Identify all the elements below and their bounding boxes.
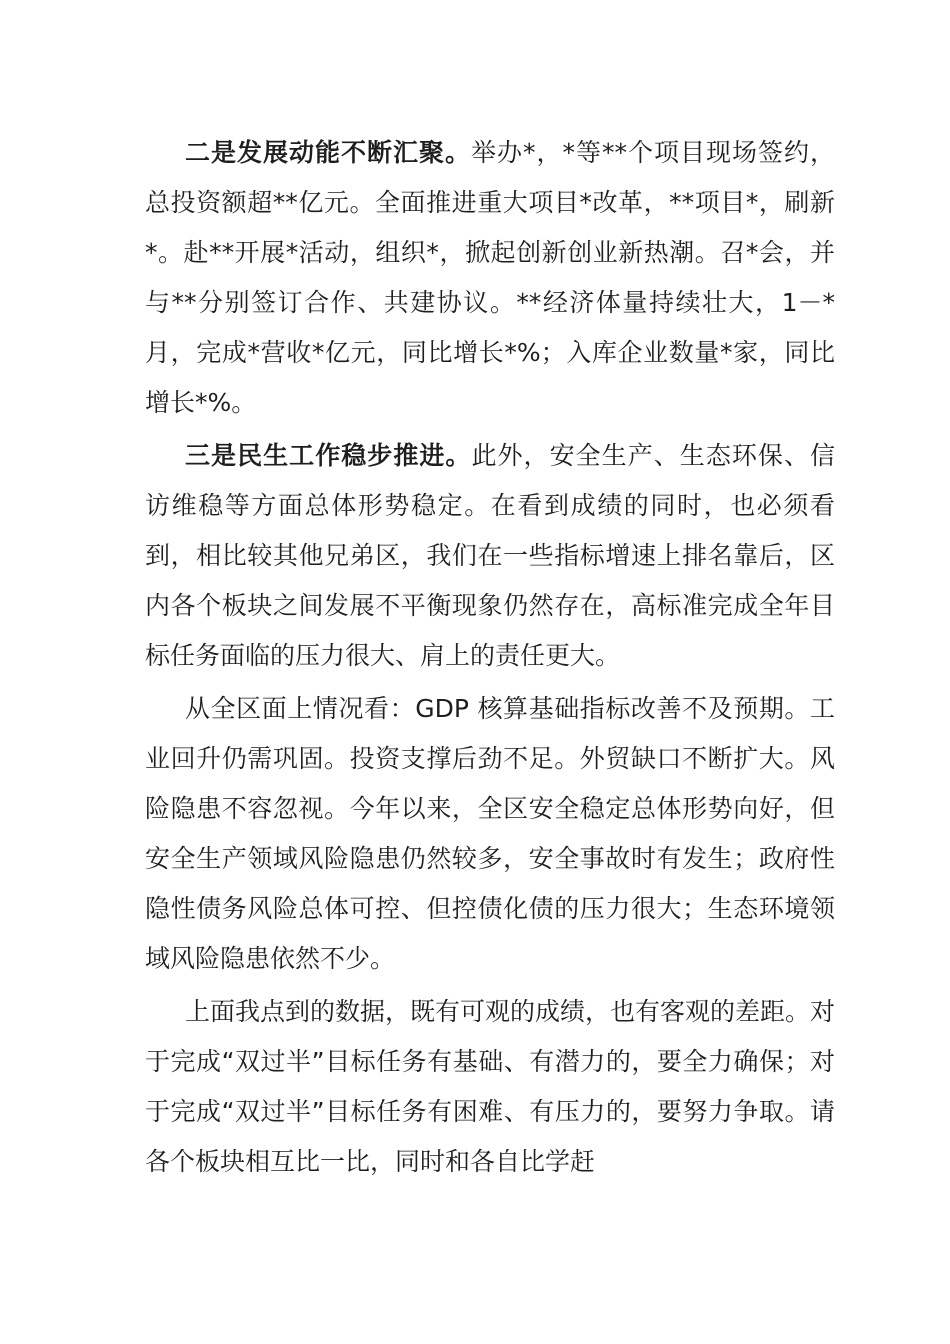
paragraph-body-text: 从全区面上情况看：GDP 核算基础指标改善不及预期。工业回升仍需巩固。投资支撑后劲不足。外贸缺口不断扩大。风险隐患不容忽视。今年以来，全区安全稳定总体形势向好，但安全生产领域风险隐患仍然较多，安全事故时有发生；政府性隐性债务风险总体可控、但控债化债的压力很大；生态环境领域风险隐患依然不少。: [145, 694, 835, 973]
paragraph-livelihood-work: [145, 431, 835, 681]
paragraph-development-momentum: [145, 128, 835, 428]
paragraph-lead-heading: 三是民生工作稳步推进。: [185, 441, 472, 470]
document-page: [145, 128, 835, 1190]
paragraph-body-text: 此外，安全生产、生态环保、信访维稳等方面总体形势稳定。在看到成绩的同时，也必须看到，相比较其他兄弟区，我们在一些指标增速上排名靠后，区内各个板块之间发展不平衡现象仍然存在，高标准完成全年目标任务面临的压力很大、肩上的责任更大。: [145, 441, 835, 670]
paragraph-district-overview: [145, 684, 835, 984]
paragraph-body-text: 举办*，*等**个项目现场签约，总投资额超**亿元。全面推进重大项目*改革，**项目*，刷新*。赴**开展*活动，组织*，掀起创新创业新热潮。召*会，并与**分别签订合作、共建协议。**经济体量持续壮大，1－*月，完成*营收*亿元，同比增长*%；入库企业数量*家，同比增长*%。: [145, 138, 835, 417]
paragraph-body-text: 上面我点到的数据，既有可观的成绩，也有客观的差距。对于完成“双过半”目标任务有基础、有潜力的，要全力确保；对于完成“双过半”目标任务有困难、有压力的，要努力争取。请各个板块相互比一比，同时和各自比学赶: [145, 997, 836, 1176]
paragraph-data-summary: [145, 987, 835, 1187]
paragraph-lead-heading: 二是发展动能不断汇聚。: [185, 138, 471, 167]
